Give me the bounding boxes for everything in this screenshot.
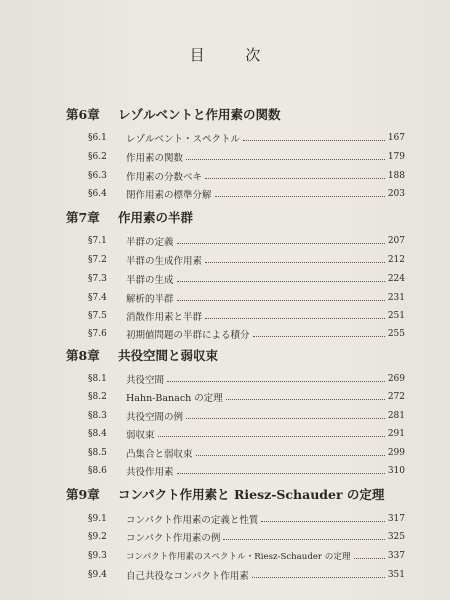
section-title: レゾルベント・スペクトル	[126, 134, 241, 145]
section-number: §8.4	[88, 429, 107, 439]
dot-leader	[215, 195, 385, 197]
toc-entry	[88, 271, 405, 287]
toc-entry	[88, 463, 405, 479]
page-number: 272	[387, 392, 405, 402]
dot-leader	[196, 454, 385, 456]
section-title: コンパクト作用素の定義と性質	[126, 515, 259, 526]
section-number: §6.3	[88, 171, 107, 181]
chapter-title: コンパクト作用素と Riesz-Schauder の定理	[118, 487, 385, 502]
chapter-title: レゾルベントと作用素の関数	[118, 107, 281, 122]
page-number: 251	[387, 311, 405, 321]
dot-leader	[226, 398, 385, 400]
chapter-number: 第6章	[66, 107, 100, 122]
section-number: §8.3	[88, 411, 107, 421]
section-title: 作用素の関数	[126, 153, 184, 164]
toc-entry	[88, 567, 405, 583]
page-number: 188	[387, 171, 405, 181]
dot-leader	[205, 261, 385, 263]
toc-entry	[88, 548, 405, 564]
section-number: §8.1	[88, 374, 107, 384]
section-number: §7.1	[88, 236, 107, 246]
toc-entry	[88, 233, 405, 249]
toc-entry	[88, 168, 405, 184]
chapter-heading	[66, 346, 406, 364]
toc-entry	[88, 371, 405, 387]
section-number: §8.2	[88, 392, 107, 402]
toc-entry	[88, 252, 405, 268]
toc-entry	[88, 389, 405, 405]
section-title: 共役空間	[126, 375, 165, 386]
dot-leader	[177, 242, 385, 244]
section-number: §6.4	[88, 189, 107, 199]
section-number: §9.2	[88, 532, 107, 542]
dot-leader	[205, 317, 385, 319]
dot-leader	[205, 177, 385, 179]
dot-leader	[223, 538, 384, 540]
section-title: Hahn-Banach の定理	[126, 393, 223, 404]
dot-leader	[253, 335, 385, 337]
page-number: 299	[387, 448, 405, 458]
page-number: 203	[387, 189, 405, 199]
page-number: 212	[387, 255, 405, 265]
chapter-title: 共役空間と弱収束	[118, 348, 219, 363]
toc-entry	[88, 445, 405, 461]
page-number: 167	[387, 133, 405, 143]
toc-entry	[88, 529, 405, 545]
dot-leader	[243, 139, 385, 141]
page-number: 325	[387, 532, 405, 542]
section-title: 半群の生成作用素	[126, 256, 203, 267]
section-title: 自己共役なコンパクト作用素	[126, 571, 249, 582]
toc-entry	[88, 511, 405, 527]
dot-leader	[158, 435, 385, 437]
page-number: 224	[387, 274, 405, 284]
dot-leader	[186, 158, 385, 160]
page-number: 231	[387, 293, 405, 303]
page-number: 337	[387, 551, 405, 561]
dot-leader	[252, 576, 385, 578]
section-number: §7.4	[88, 293, 107, 303]
page-number: 207	[387, 236, 405, 246]
chapter-number: 第7章	[66, 210, 100, 225]
chapter-heading	[66, 208, 406, 226]
dot-leader	[177, 299, 385, 301]
dot-leader	[177, 280, 385, 282]
section-title: 凸集合と弱収束	[126, 449, 193, 460]
chapter-heading	[66, 485, 406, 503]
section-number: §7.2	[88, 255, 107, 265]
section-title: 初期値問題の半群による積分	[126, 330, 250, 341]
toc-entry	[88, 149, 405, 165]
section-title: 消散作用素と半群	[126, 312, 203, 323]
section-number: §8.5	[88, 448, 107, 458]
section-title: コンパクト作用素のスペクトル・Riesz-Schauder の定理	[126, 552, 351, 562]
section-title: 解析的半群	[126, 294, 174, 305]
page-number: 179	[387, 152, 405, 162]
section-title: 閉作用素の標準分解	[126, 190, 212, 201]
page-number: 351	[387, 570, 405, 580]
chapter-title: 作用素の半群	[118, 210, 194, 225]
section-number: §8.6	[88, 466, 107, 476]
dot-leader	[261, 520, 384, 522]
page-number: 269	[387, 374, 405, 384]
dot-leader	[167, 380, 385, 382]
chapter-number: 第8章	[66, 348, 100, 363]
section-number: §9.4	[88, 570, 107, 580]
page-number: 310	[387, 466, 405, 476]
toc-entry	[88, 290, 405, 306]
page-number: 291	[387, 429, 405, 439]
section-title: コンパクト作用素の例	[126, 533, 221, 544]
section-number: §9.3	[88, 551, 107, 561]
chapter-heading	[66, 105, 406, 123]
toc-entry	[88, 408, 405, 424]
toc-entry	[88, 308, 405, 324]
page-title: 目 次	[189, 46, 279, 64]
section-number: §7.3	[88, 274, 107, 284]
section-number: §7.6	[88, 329, 107, 339]
chapter-number: 第9章	[66, 487, 100, 502]
section-title: 作用素の分数ベキ	[126, 172, 203, 183]
toc-entry	[88, 130, 405, 146]
page-number: 281	[387, 411, 405, 421]
section-number: §6.1	[88, 133, 107, 143]
toc-entry	[88, 426, 405, 442]
section-title: 半群の生成	[126, 275, 174, 286]
section-number: §9.1	[88, 514, 107, 524]
dot-leader	[354, 557, 385, 559]
toc-entry	[88, 326, 405, 342]
dot-leader	[177, 472, 385, 474]
page-number: 255	[387, 329, 405, 339]
section-number: §6.2	[88, 152, 107, 162]
section-title: 半群の定義	[126, 237, 174, 248]
section-number: §7.5	[88, 311, 107, 321]
page-number: 317	[387, 514, 405, 524]
section-title: 共役空間の例	[126, 412, 184, 423]
dot-leader	[186, 417, 385, 419]
section-title: 共役作用素	[126, 467, 174, 478]
toc-entry	[88, 186, 405, 202]
section-title: 弱収束	[126, 430, 155, 441]
